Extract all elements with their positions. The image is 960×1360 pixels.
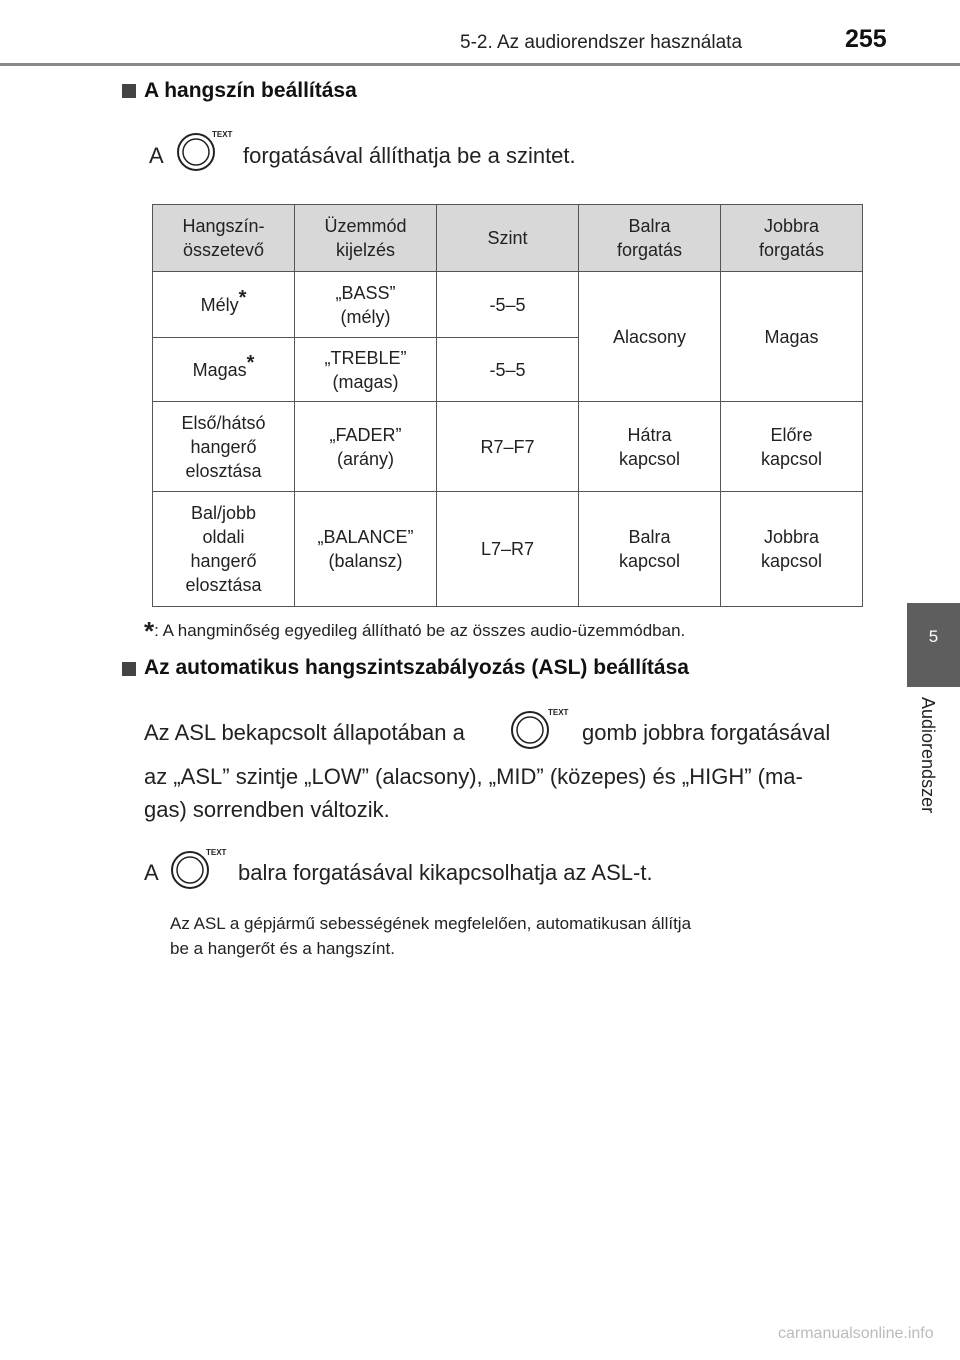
component-cell: Bal/jobb oldali hangerő elosztása: [153, 492, 295, 607]
mode-cell: „FADER” (arány): [295, 402, 437, 492]
asl-note-line2: be a hangerőt és a hangszínt.: [170, 939, 395, 958]
left-turn-cell: Hátra kapcsol: [579, 402, 721, 492]
asl-paragraph-line2: az „ASL” szintje „LOW” (alacsony), „MID” (közepes) és „HIGH” (ma-: [144, 764, 803, 789]
mode-cell: „BALANCE” (balansz): [295, 492, 437, 607]
level-cell: L7–R7: [437, 492, 579, 607]
knob-instruction-suffix: forgatásával állíthatja be a szintet.: [243, 143, 576, 168]
header-cell: Szint: [437, 205, 579, 272]
table-header-row: [153, 205, 863, 272]
table-footnote: *: A hangminőség egyedileg állítható be az összes audio-üzemmódban.: [144, 616, 686, 646]
asl-paragraph-prefix: Az ASL bekapcsolt állapotában a: [144, 720, 465, 745]
mode-cell: „TREBLE” (magas): [295, 338, 437, 402]
level-cell: -5–5: [437, 338, 579, 402]
component-cell: Első/hátsó hangerő elosztása: [153, 402, 295, 492]
left-turn-cell: Alacsony: [579, 272, 721, 402]
level-cell: -5–5: [437, 272, 579, 338]
tune-knob-icon: [168, 846, 227, 890]
svg-text:TEXT: TEXT: [206, 848, 227, 857]
asl-off-prefix: A: [144, 860, 159, 885]
knob-label: TEXT: [212, 130, 233, 139]
header-cell: Jobbra forgatás: [721, 205, 863, 272]
section-heading-tone: A hangszín beállítása: [144, 79, 357, 102]
tune-knob-icon: [508, 706, 569, 750]
table-row: [153, 402, 863, 492]
table-row: [153, 272, 863, 338]
tune-knob-icon: [174, 128, 233, 172]
tone-settings-table: [152, 204, 863, 607]
component-cell: Magas*: [153, 338, 295, 402]
mode-cell: „BASS” (mély): [295, 272, 437, 338]
header-cell: Balra forgatás: [579, 205, 721, 272]
left-turn-cell: Balra kapcsol: [579, 492, 721, 607]
asl-paragraph-suffix: gomb jobbra forgatásával: [582, 720, 831, 745]
svg-text:TEXT: TEXT: [548, 708, 569, 717]
bullet-square-icon: [122, 84, 136, 98]
knob-instruction-prefix: A: [149, 143, 164, 168]
header-divider: [0, 63, 960, 66]
page-number: 255: [845, 25, 887, 53]
chapter-number: 5: [928, 627, 939, 646]
component-cell: Mély*: [153, 272, 295, 338]
asl-off-suffix: balra forgatásával kikapcsolhatja az ASL-t.: [238, 860, 653, 885]
asl-paragraph-line3: gas) sorrendben változik.: [144, 797, 390, 822]
right-turn-cell: Előre kapcsol: [721, 402, 863, 492]
right-turn-cell: Magas: [721, 272, 863, 402]
asl-note-line1: Az ASL a gépjármű sebességének megfelelően, automatikusan állítja: [170, 914, 692, 933]
level-cell: R7–F7: [437, 402, 579, 492]
section-title: 5-2. Az audiorendszer használata: [460, 32, 743, 53]
header-cell: Üzemmód kijelzés: [295, 205, 437, 272]
table-row: [153, 492, 863, 607]
bullet-square-icon: [122, 662, 136, 676]
right-turn-cell: Jobbra kapcsol: [721, 492, 863, 607]
chapter-tab: [907, 603, 960, 687]
header-cell: Hangszín- összetevő: [153, 205, 295, 272]
watermark: carmanualsonline.info: [778, 1325, 934, 1342]
chapter-label: Audiorendszer: [918, 697, 938, 814]
section-heading-asl: Az automatikus hangszintszabályozás (ASL) beállítása: [144, 656, 689, 679]
